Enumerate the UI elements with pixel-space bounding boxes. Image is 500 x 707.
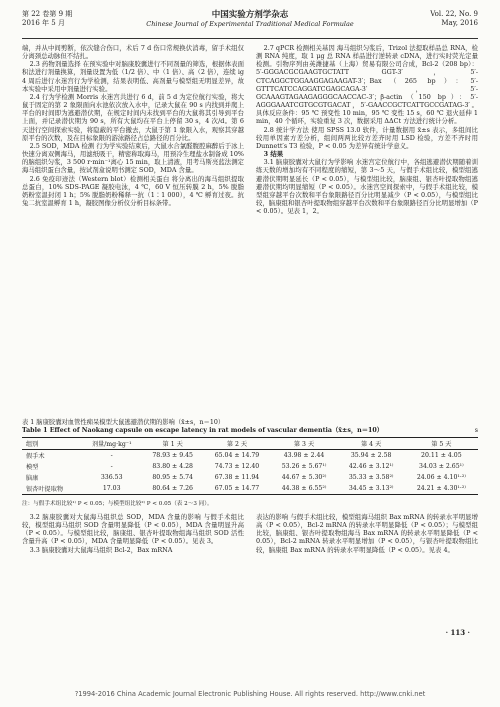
running-header: [22, 10, 478, 36]
table-cell: 17.03: [82, 483, 142, 495]
journal-title-en: Chinese Journal of Experimental Traditional Medical Formulae: [146, 20, 354, 28]
journal-title-cn: 中国实验方剂学杂志: [211, 10, 289, 20]
table-note: 注：与假手术组比较¹⁾ P < 0.05；与模型组比较²⁾ P < 0.05（表 2～3 同）。: [22, 501, 213, 507]
table-cell: 24.06 ± 4.10¹·²⁾: [416, 474, 466, 481]
table-cell: 42.46 ± 3.12¹⁾: [348, 463, 394, 470]
paragraph: 2.4 行为学检测 Morris 水迷宫共进行 6 d，前 5 d 为定位航行实验，将大鼠于固定的第 2 象限面向水池依次放入水中，记录大鼠在 90 s 内找到并爬上平台的时间即为逃避潜伏期，在规定时间内未找到平台的大鼠将其引导到平台上面，并记录潜伏期为 90 s，所有大鼠均在平台上停留 30 s，4 次/d。第 6 天进行空间探索实验，将隐蔽的平台撤去，大鼠于第 1 象限入水，观察其穿越原平台的次数，及在目标象限的游泳路径占总路径的百分比。: [22, 92, 244, 142]
table-cell: 银杏叶提取物: [22, 483, 82, 495]
col-header: 剂量/mg·kg⁻¹: [82, 438, 142, 450]
header-issue: [430, 10, 478, 28]
header-issue-line1: Vol. 22, No. 9: [430, 10, 478, 18]
table-cell: 78.93 ± 9.45: [152, 452, 193, 459]
table-cell: 336.53: [100, 474, 123, 481]
table-cell: 35.33 ± 3.58²⁾: [348, 474, 394, 481]
table-header-row: [22, 438, 478, 450]
table-cell: 80.95 ± 5.74: [152, 474, 193, 481]
table-cell: 65.04 ± 14.79: [214, 452, 260, 459]
table-row: [22, 461, 478, 472]
paragraph: 3.3 脑康胶囊对大鼠海马组织 Bcl-2，Bax mRNA: [29, 545, 173, 554]
table-cell: 34.45 ± 3.13²⁾: [338, 483, 405, 495]
table-cell: 74.73 ± 12.40: [214, 463, 260, 470]
right-column-bottom: [256, 513, 478, 623]
col-header: 组别: [22, 438, 82, 450]
paragraph: 2.6 免疫印迹法（Western blot）检测相关蛋白 将分离出的海马组织提取总蛋白，10% SDS-PAGE 凝胶电泳，4 ℃，60 V 恒压转膜 2 h，5% 脱脂奶粉室温封闭 1 h；5% 脱脂奶粉稀释一抗（1∶1 000），4 ℃ 孵育过夜。抗兔二抗室温孵育 1 h，凝胶图像分析仪分析目标条带。: [22, 174, 244, 207]
table-cell: 24.21 ± 4.30¹·²⁾: [405, 483, 478, 495]
escape-latency-table: [22, 437, 478, 495]
table-row: [22, 450, 478, 462]
table-cell: 34.03 ± 2.65¹⁾: [419, 463, 464, 470]
col-header: 第 1 天: [142, 438, 204, 450]
table-cell: 模型: [26, 464, 39, 471]
paragraph: 2.3 药物剂量选择 在预实验中对脑康胶囊进行不同剂量的筛选，根据体表面积法进行剂量换算，剂量设置为低（1/2 倍）、中（1 倍）、高（2 倍），连续 ig 4 周后进行水迷宫行为学检测，结果表明低、高剂量与模型组无明显差异，故本实验中采用中剂量进行实验。: [22, 60, 244, 93]
table-cell: 67.05 ± 14.77: [203, 483, 270, 495]
table-cell: 20.11 ± 4.05: [421, 452, 462, 459]
paragraph: 3.1 脑康胶囊对大鼠行为学影响 水迷宫定位航行中，各组逃避潜伏期随着训练天数的增加均有不同程度的缩短，第 3～5 天，与假手术组比较，模型组逃避潜伏期明显延长（P < 0.05），与模型组比较，脑康组、银杏叶提取物组逃避潜伏期均明显缩短（P < 0.05）。水迷宫空间探索中，与假手术组比较，模型组穿越平台次数和平台象限路径百分比明显减少（P < 0.05），与模型组比较，脑康组和银杏叶提取物组穿越平台次数和平台象限路径百分比明显增加（P < 0.05）。见表 1，2。: [256, 158, 478, 216]
table-cell: 53.26 ± 5.67¹⁾: [281, 463, 327, 470]
table-cell: 43.98 ± 2.44: [283, 452, 325, 459]
right-column: [256, 44, 478, 414]
left-column-bottom: [22, 513, 244, 623]
table-cell: 67.38 ± 11.94: [214, 474, 260, 481]
table-cell: -: [110, 452, 113, 459]
copyright-footer: ?1994-2016 China Academic Journal Electronic Publishing House. All rights reserved. http://www.cnki.net: [74, 690, 426, 698]
table-cell: 44.38 ± 6.55²⁾: [270, 483, 337, 495]
col-header: 第 2 天: [203, 438, 270, 450]
header-issue-line2: May, 2016: [441, 19, 478, 27]
table-cell: 44.67 ± 5.30²⁾: [281, 474, 327, 481]
table-cell: 83.80 ± 4.28: [152, 463, 193, 470]
table-row: [22, 483, 478, 495]
paragraph: 3.2 脑康胶囊对大鼠海马组织总 SOD，MDA 含量的影响 与假手术组比较，模型组海马组织 SOD 含量明显降低（P < 0.05），MDA 含量明显升高（P < 0.05）。与模型组比较，脑康组、银杏叶提取物组海马组织 SOD 活性含量升高（P < 0.05），MDA 含量明显降低（P < 0.05）。见表 3。: [22, 513, 244, 546]
table-caption-cn: 表 1 脑康胶囊对血管性痴呆模型大鼠逃避潜伏期的影响（x̄±s，n＝10）: [22, 419, 225, 426]
paragraph: 2.7 qPCR 检测相关基因 海马组织匀浆后，Trizol 法提取样品总 RNA，检测 RNA 纯度，取 1 μg 总 RNA 样品进行逆转录 cDNA，进行实时荧光定量检测。引物序列由英潍捷基（上海）贸易有限公司合成，Bcl-2（208 bp）：5′-GGGACGCGAAGTGCTATT GGT-3′，5′-CTCAGGCTGGAAGGAGAAGAT-3′；Bax（265 bp）：5′-GTTTCATCCAGGATCGAGCAGA-3′，5′-GCAAAGTAGAAGAGGGCAACCAC-3′；β-actin（150 bp）：5′-AGGGAAATCGTGCGTGACAT，5′-GAACCGCTCATTGCCGATAG-3′。具体反应条件：95 ℃ 预变性 10 min，95 ℃ 变性 15 s，60 ℃ 退火延伸 1 min，40 个循环，实验重复 3 次，数据采用 ΔΔCt 方法进行统计分析。: [256, 44, 478, 126]
table-cell: 80.64 ± 7.26: [142, 483, 204, 495]
col-header: 第 4 天: [338, 438, 405, 450]
paragraph: 2.5 SOD，MDA 检测 行为学实验结束后，大鼠水合氯醛腹腔麻醉后于冰上快速分离双侧海马，用滤纸吸干，精密称取海马，用预冷生理盐水制备成 10% 的脑组织匀浆，3 500 r·min⁻¹离心 15 min，取上清液，用考马斯亮蓝法测定海马组织蛋白含量，按试剂盒说明书测定 SOD，MDA 含量。: [22, 141, 244, 175]
table-cell: 35.94 ± 2.58: [350, 452, 392, 459]
table-row: [22, 472, 478, 483]
table-unit: s: [474, 427, 478, 434]
paragraph: 端，并从中间剪断，依次缝合伤口，术后 7 d 伤口常规换伏消毒，留手术组仅分离颈总动脉但不结扎。: [22, 44, 244, 61]
paragraph: 表达的影响 与假手术组比较，模型组海马组织 Bax mRNA 的转录水平明显增高（P < 0.05），Bcl-2 mRNA 的转录水平明显降低（P < 0.05）；与模型组比较，脑康组、银杏叶提取物组海马 Bax mRNA 的转录水平明显降低（P < 0.05），Bcl-2 mRNA 转录水平明显增加（P < 0.05），与银杏叶提取物组比较，脑康组 Bax mRNA 的转录水平明显降低（P < 0.05）。见表 4。: [256, 513, 478, 554]
table-cell: 脑康: [26, 475, 39, 482]
header-rule: [22, 38, 478, 39]
paragraph: 2.8 统计学方法 使用 SPSS 13.0 软件，计量数据用 x̄±s 表示，多组间比较用单因素方差分析，组间两两比较方差齐时用 LSD 检验，方差不齐时用 Dunnett′s T3 检验，P < 0.05 为差异有统计学意义。: [256, 125, 478, 150]
col-header: 第 3 天: [270, 438, 337, 450]
page-number: · 113 ·: [445, 628, 470, 637]
section-heading: 3 结果: [263, 150, 284, 159]
header-volume-line2: 2016 年 5 月: [22, 19, 65, 27]
col-header: 第 5 天: [405, 438, 478, 450]
header-volume-line1: 第 22 卷第 9 期: [22, 10, 73, 18]
table-caption-en: Table 1 Effect of Naokang capsule on escape latency in rat models of vascular dementia（x̄±s，n＝10）: [22, 427, 384, 434]
table-caption: [22, 419, 478, 435]
table-cell: -: [110, 463, 113, 470]
table-cell: 假手术: [26, 453, 45, 460]
left-column: [22, 44, 244, 414]
